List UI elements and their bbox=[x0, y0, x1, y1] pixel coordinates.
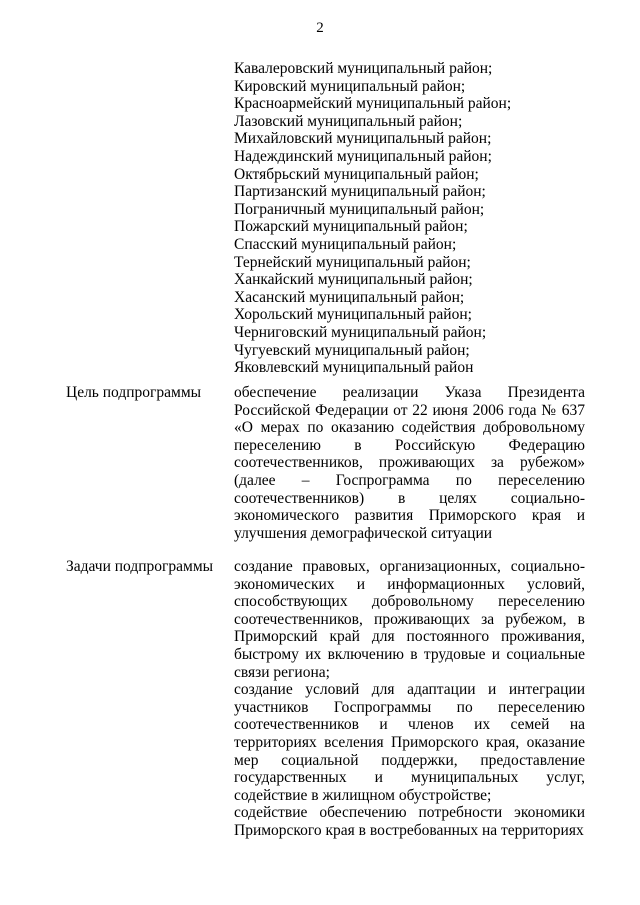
district-item: Хорольский муниципальный район; bbox=[234, 306, 472, 324]
district-item: Тернейский муниципальный район; bbox=[234, 253, 471, 271]
tasks-label: Задачи подпрограммы bbox=[66, 558, 214, 575]
district-item: Черниговский муниципальный район; bbox=[234, 323, 487, 341]
task-item: содействие обеспечению потребности экономики Приморского края в востребованных на территориях bbox=[234, 804, 585, 839]
district-item: Партизанский муниципальный район; bbox=[234, 183, 486, 201]
district-item: Надеждинский муниципальный район; bbox=[234, 147, 492, 165]
district-list bbox=[234, 60, 594, 377]
district-item: Кировский муниципальный район; bbox=[234, 77, 466, 95]
task-item: создание условий для адаптации и интеграции участников Госпрограммы по переселению соотечественников и членов их семей на территориях вселения Приморского края, оказание мер социальной поддержки, предоставление государственных и муниципальных услуг, содействие в жилищном обустройстве; bbox=[234, 681, 585, 804]
district-item: Кавалеровский муниципальный район; bbox=[234, 60, 493, 77]
district-item: Ханкайский муниципальный район; bbox=[234, 271, 473, 289]
goal-text bbox=[234, 384, 585, 542]
district-item: Пограничный муниципальный район; bbox=[234, 200, 485, 218]
district-item: Яковлевский муниципальный район bbox=[234, 359, 474, 377]
district-item: Красноармейский муниципальный район; bbox=[234, 95, 512, 113]
district-item: Хасанский муниципальный район; bbox=[234, 288, 465, 306]
district-item: Пожарский муниципальный район; bbox=[234, 218, 468, 236]
district-item: Чугуевский муниципальный район; bbox=[234, 341, 470, 359]
district-item: Михайловский муниципальный район; bbox=[234, 130, 492, 148]
task-item: создание правовых, организационных, социально-экономических и информационных условий, способствующих добровольному переселению соотечественников, проживающих за рубежом, в Приморский край для постоянного проживания, быстрому их включению в трудовые и социальные связи региона; bbox=[234, 558, 585, 681]
goal-label: Цель подпрограммы bbox=[66, 384, 202, 401]
district-item: Октябрьский муниципальный район; bbox=[234, 165, 479, 183]
goal-paragraph: обеспечение реализации Указа Президента Российской Федерации от 22 июня 2006 года № 637 «О мерах по оказанию содействия добровольному переселению в Российскую Федерацию соотечественников, проживающих за рубежом» (далее – Госпрограмма по переселению соотечественников) в целях социально-экономического развития Приморского края и улучшения демографической ситуации bbox=[234, 384, 585, 542]
district-item: Спасский муниципальный район; bbox=[234, 235, 457, 253]
district-item: Лазовский муниципальный район; bbox=[234, 112, 463, 130]
tasks-list bbox=[234, 558, 585, 840]
page-number: 2 bbox=[316, 20, 324, 36]
